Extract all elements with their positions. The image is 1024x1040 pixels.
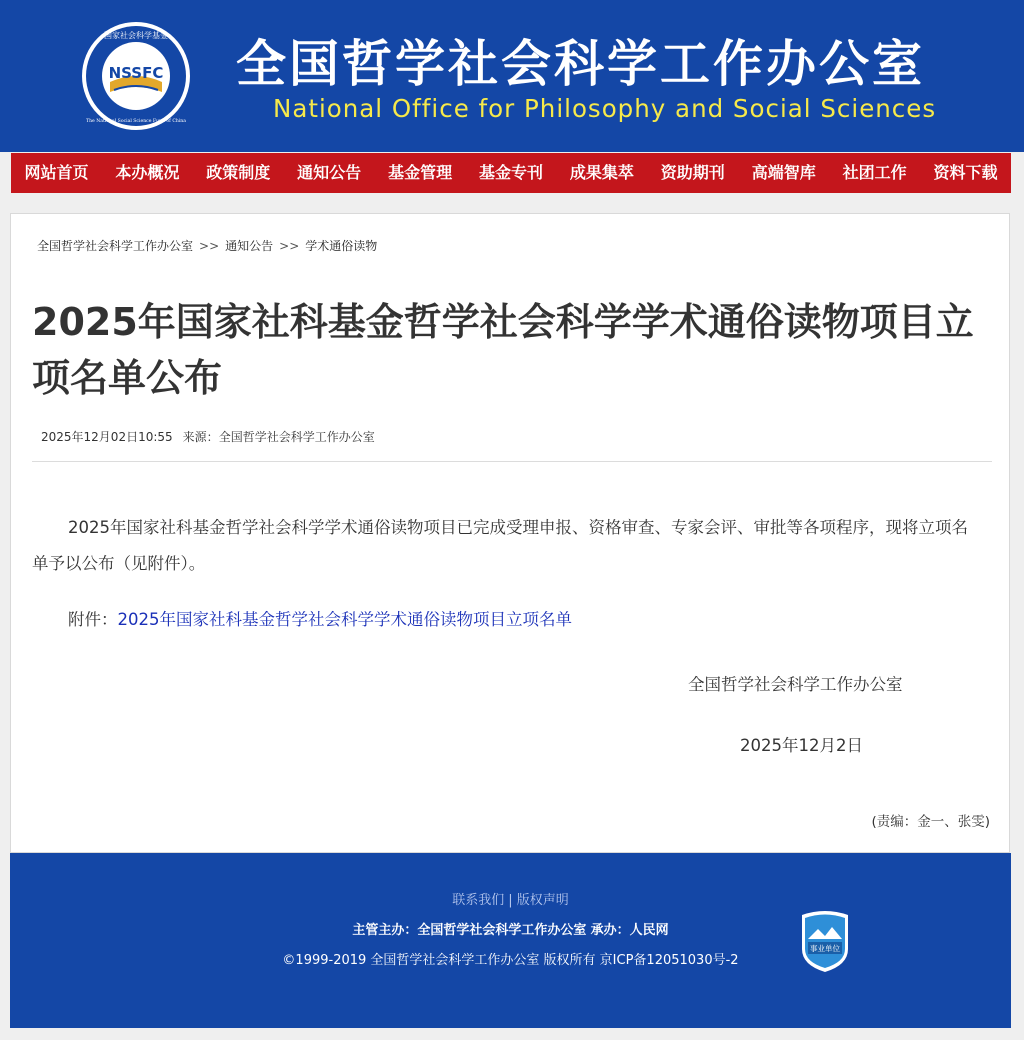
public-institution-badge[interactable] <box>798 909 852 973</box>
nav-item-downloads[interactable]: 资料下载 <box>933 163 998 182</box>
article-meta <box>41 428 375 445</box>
nssfc-logo[interactable] <box>80 20 192 132</box>
sponsor-label: 主管主办： <box>352 923 418 938</box>
logo-ring-en: The National Social Science Fund of China <box>86 119 186 124</box>
footer-link-divider: | <box>508 893 513 908</box>
signature-date: 2025年12月2日 <box>740 736 863 755</box>
nav-item-notices[interactable]: 通知公告 <box>297 163 362 182</box>
copyright-link[interactable]: 版权声明 <box>516 893 569 908</box>
site-header <box>0 0 1024 152</box>
attachment-line <box>68 606 572 630</box>
nav-item-achievements[interactable]: 成果集萃 <box>569 163 634 182</box>
logo-ring-cn: 国家社会科学基金 <box>104 31 168 40</box>
nav-item-fund-special[interactable]: 基金专刊 <box>478 163 543 182</box>
attachment-label: 附件： <box>68 610 118 629</box>
site-title-cn: 全国哲学社会科学工作办公室 <box>236 34 925 93</box>
host-name: 人民网 <box>629 923 669 938</box>
breadcrumb-separator: >> <box>199 239 220 253</box>
breadcrumb <box>37 237 377 254</box>
breadcrumb-separator: >> <box>279 239 300 253</box>
main-nav <box>11 153 1011 193</box>
article-date: 2025年12月02日10:55 <box>41 430 173 444</box>
footer-sponsor-line <box>10 919 1011 938</box>
article-source: 全国哲学社会科学工作办公室 <box>218 430 375 444</box>
breadcrumb-current[interactable]: 学术通俗读物 <box>305 239 378 253</box>
breadcrumb-notices[interactable]: 通知公告 <box>225 239 274 253</box>
article-body: 2025年国家社科基金哲学社会科学学术通俗读物项目已完成受理申报、资格审查、专家会评、审批等各项程序，现将立项名单予以公布（见附件）。 <box>32 518 968 573</box>
nav-item-about[interactable]: 本办概况 <box>115 163 180 182</box>
nav-item-fund-management[interactable]: 基金管理 <box>388 163 453 182</box>
site-title-en: National Office for Philosophy and Social Sciences <box>273 94 937 123</box>
editor-credit: (责编：金一、张雯) <box>871 814 990 830</box>
nav-item-policy[interactable]: 政策制度 <box>206 163 271 182</box>
footer-copyright: ©1999-2019 全国哲学社会科学工作办公室 版权所有 京ICP备12051030号-2 <box>282 953 739 968</box>
site-footer <box>10 853 1011 1028</box>
article-source-label: 来源： <box>182 430 219 444</box>
attachment-link[interactable]: 2025年国家社科基金哲学社会科学学术通俗读物项目立项名单 <box>117 610 572 629</box>
signature-org: 全国哲学社会科学工作办公室 <box>688 675 903 694</box>
host-label: 承办： <box>590 923 630 938</box>
article-title: 2025年国家社科基金哲学社会科学学术通俗读物项目立项名单公布 <box>32 300 974 400</box>
logo-acronym: NSSFC <box>108 64 164 82</box>
title-divider <box>32 461 992 462</box>
contact-link[interactable]: 联系我们 <box>452 893 505 908</box>
footer-links <box>10 889 1011 908</box>
breadcrumb-home[interactable]: 全国哲学社会科学工作办公室 <box>37 239 194 253</box>
nav-item-home[interactable]: 网站首页 <box>24 163 89 182</box>
nav-item-societies[interactable]: 社团工作 <box>842 163 907 182</box>
nav-item-journals[interactable]: 资助期刊 <box>660 163 725 182</box>
nav-item-think-tanks[interactable]: 高端智库 <box>751 163 816 182</box>
article-card <box>10 213 1010 853</box>
sponsor-name: 全国哲学社会科学工作办公室 <box>417 923 587 938</box>
badge-text: 事业单位 <box>810 944 840 953</box>
